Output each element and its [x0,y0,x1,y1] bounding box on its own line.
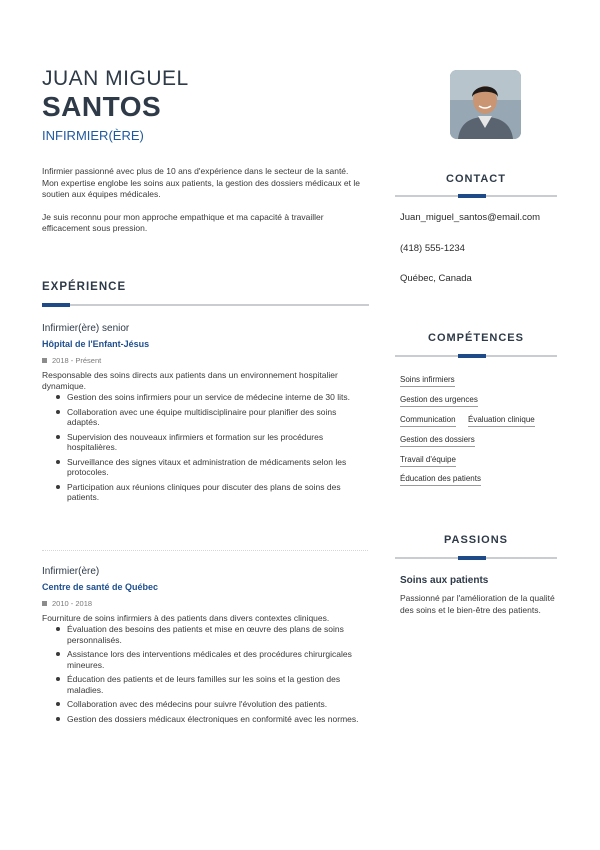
experience-item [42,323,368,507]
calendar-icon [42,601,47,606]
bullet-text: Évaluation des besoins des patients et mise en œuvre des plans de soins personnalisés. [67,624,344,645]
section-rule [42,304,369,306]
bullet-icon [56,702,60,706]
list-item [67,649,368,670]
bullet-text: Gestion des dossiers médicaux électroniques en conformité avec les normes. [67,713,359,724]
bullet-icon [56,677,60,681]
bullet-icon [56,485,60,489]
bullet-text: Éducation des patients et de leurs familles sur les soins et la gestion des maladies. [67,674,341,695]
list-item [67,674,368,695]
job-description: Responsable des soins directs aux patients dans un environnement hospitalier dynamique. [42,370,338,391]
experience-item [42,566,368,728]
passion-description: Passionné par l'amélioration de la qualité des soins et le bien-être des patients. [400,593,555,615]
skill-tag: Évaluation clinique [468,415,535,427]
skills-heading: COMPÉTENCES [428,332,524,344]
experience-heading: EXPÉRIENCE [42,281,127,293]
job-title: INFIRMIER(ÈRE) [42,128,144,143]
list-item [67,624,368,645]
bullet-icon [56,627,60,631]
skill-tag: Gestion des urgences [400,395,478,407]
skill-tag: Communication [400,415,456,427]
bullet-text: Participation aux réunions cliniques pour discuter des plans de soins des patients. [67,481,341,502]
job-role: Infirmier(ère) [42,566,100,577]
job-dates [42,356,368,365]
job-dates-text: 2010 - 2018 [52,599,93,608]
employer-name: Hôpital de l'Enfant-Jésus [42,339,150,349]
bullet-icon [56,717,60,721]
list-item [67,432,368,453]
section-rule [395,355,557,357]
list-item [67,392,368,403]
job-bullet-list [42,392,368,503]
experience-divider [42,550,368,551]
job-bullet-list [42,624,368,724]
skill-tag: Soins infirmiers [400,375,455,387]
profile-photo [450,70,521,139]
section-rule-accent [458,556,486,560]
contact-location: Québec, Canada [400,273,472,284]
job-description: Fourniture de soins infirmiers à des patients dans divers contextes cliniques. [42,613,330,623]
contact-phone[interactable]: (418) 555-1234 [400,243,465,254]
bullet-icon [56,410,60,414]
skill-tag: Travail d'équipe [400,455,456,467]
employer-name: Centre de santé de Québec [42,582,159,592]
calendar-icon [42,358,47,363]
bullet-text: Gestion des soins infirmiers pour un service de médecine interne de 30 lits. [67,392,351,402]
section-rule-accent [458,354,486,358]
list-item [67,699,368,710]
bullet-icon [56,435,60,439]
list-item [67,457,368,478]
job-dates [42,599,368,608]
job-role: Infirmier(ère) senior [42,323,130,334]
bullet-icon [56,460,60,464]
bullet-icon [56,395,60,399]
first-name: JUAN MIGUEL [42,67,189,90]
contact-heading: CONTACT [446,173,506,185]
section-rule [395,195,557,197]
section-rule-accent [458,194,486,198]
contact-email[interactable]: Juan_miguel_santos@email.com [400,212,541,223]
bullet-text: Supervision des nouveaux infirmiers et formation sur les procédures hospitalières. [67,431,324,452]
section-rule-accent [42,303,70,307]
passion-title: Soins aux patients [400,575,489,586]
summary-paragraph: Infirmier passionné avec plus de 10 ans d'expérience dans le secteur de la santé. Mon expertise englobe les soins aux patients, la gestion des dossiers médicaux et le soutien aux équipes médicales. [42,166,360,199]
job-dates-text: 2018 - Présent [52,356,102,365]
last-name: SANTOS [42,91,162,122]
bullet-text: Assistance lors des interventions médicales et des procédures chirurgicales mineures. [67,649,352,670]
avatar-icon [450,70,521,139]
list-item [67,407,368,428]
bullet-text: Collaboration avec des médecins pour suivre l'évolution des patients. [67,699,328,709]
list-item [67,714,368,725]
bullet-text: Surveillance des signes vitaux et administration de médicaments selon les protocoles. [67,456,347,477]
bullet-icon [56,652,60,656]
profile-summary [42,166,367,246]
summary-paragraph: Je suis reconnu pour mon approche empathique et ma capacité à travailler efficacement sous pression. [42,211,324,233]
list-item [67,482,368,503]
section-rule [395,557,557,559]
skill-tag: Gestion des dossiers [400,435,475,447]
bullet-text: Collaboration avec une équipe multidisciplinaire pour planifier des soins adaptés. [67,406,337,427]
passions-heading: PASSIONS [443,534,509,546]
skill-tag: Éducation des patients [400,474,481,486]
